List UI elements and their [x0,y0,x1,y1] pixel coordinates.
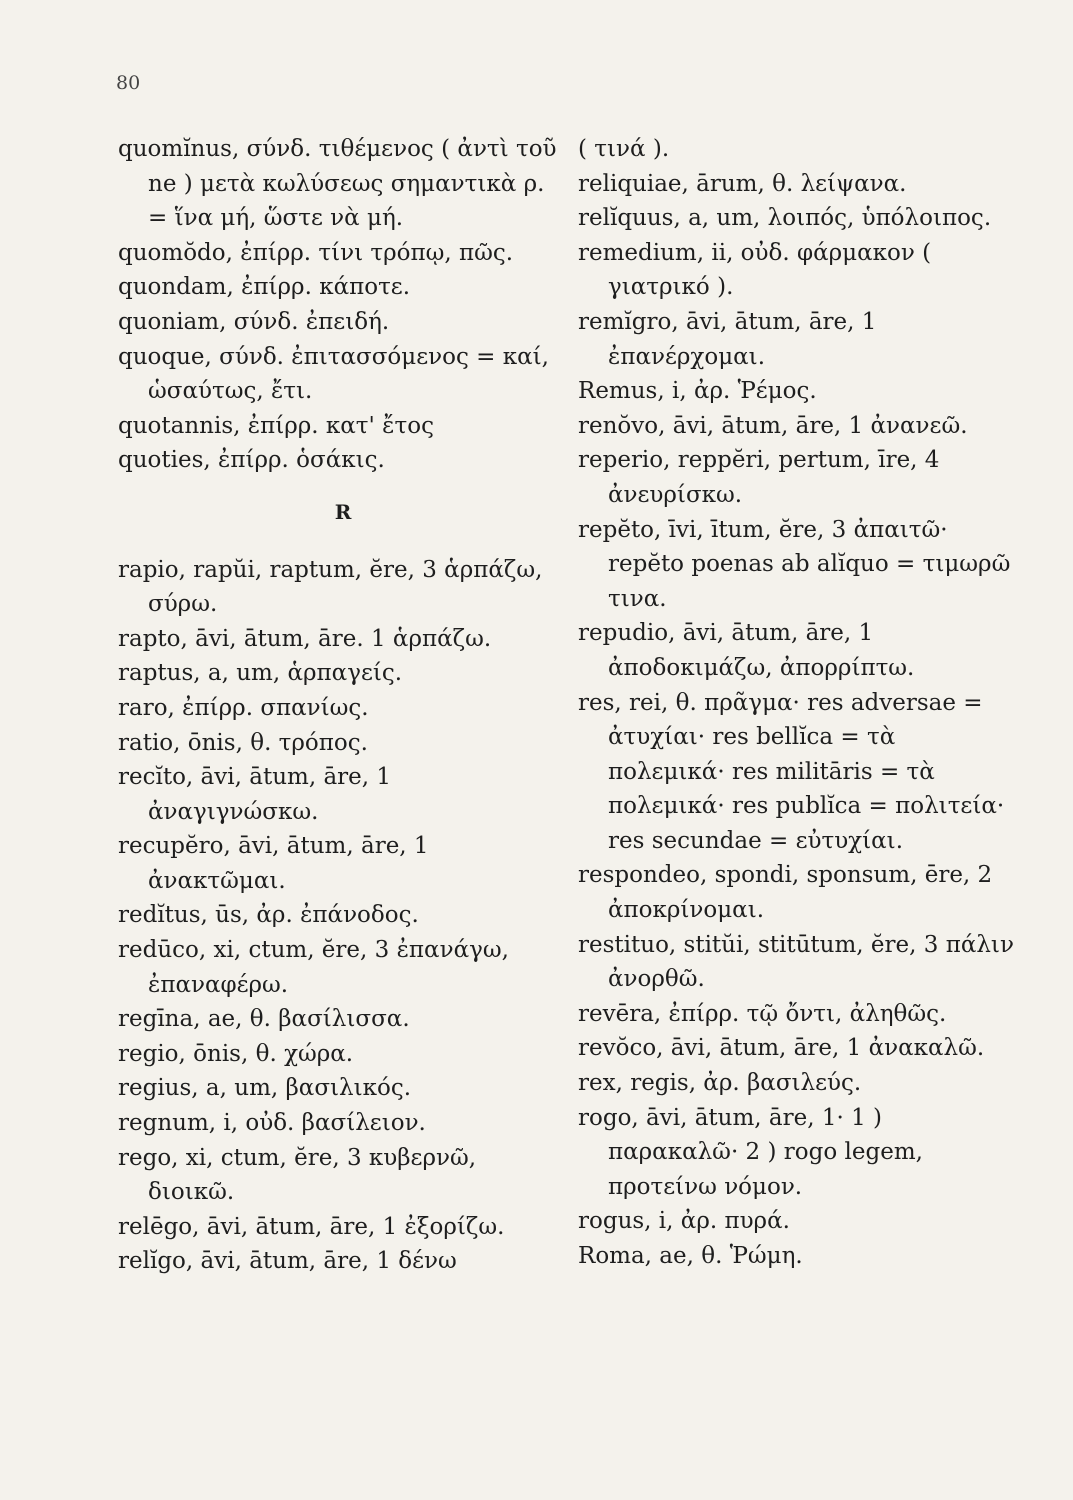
section-heading-letter: R [334,499,352,524]
dictionary-entry: respondeo, spondi, sponsum, ēre, 2 ἀποκρίνομαι. [578,862,993,924]
dictionary-entry: regīna, ae, θ. βασίλισσα. [118,1006,410,1033]
dictionary-entry: rapio, rapŭi, raptum, ĕre, 3 ἁρπάζω, σύρω. [118,556,543,618]
dictionary-entry: rego, xi, ctum, ĕre, 3 κυβερνῶ, διοικῶ. [118,1144,477,1206]
dictionary-entry: regio, ōnis, θ. χώρα. [118,1040,354,1067]
dictionary-entry: res, rei, θ. πρᾶγμα· res adversae = ἀτυχίαι· res bellĭca = τὰ πολεμικά· res militāris = τὰ πολεμικά· res publĭca = πολιτεία· res secundae = εὐτυχίαι. [578,689,1005,854]
left-column [118,132,568,1279]
dictionary-entry: repudio, āvi, ātum, āre, 1 ἀποδοκιμάζω, ἀπορρίπτω. [578,620,915,681]
dictionary-entry: repĕto, īvi, ītum, ĕre, 3 ἀπαιτῶ· repĕto poenas ab alĭquo = τιμωρῶ τινα. [578,516,1011,612]
dictionary-entry: quoties, ἐπίρρ. ὁσάκις. [118,447,385,474]
dictionary-entry: revēra, ἐπίρρ. τῷ ὄντι, ἀληθῶς. [578,1000,947,1027]
dictionary-entry: quondam, ἐπίρρ. κάποτε. [118,274,411,301]
dictionary-entry: redūco, xi, ctum, ĕre, 3 ἐπανάγω, ἐπαναφέρω. [118,937,509,998]
dictionary-entry: regnum, i, οὐδ. βασίλειον. [118,1110,426,1137]
dictionary-entry: regius, a, um, βασιλικός. [118,1075,412,1102]
dictionary-entry: quoque, σύνδ. ἐπιτασσόμενος = καί, ὡσαύτως, ἔτι. [118,343,549,405]
dictionary-entry: Roma, ae, θ. Ῥώμη. [578,1243,803,1269]
dictionary-entry: quoniam, σύνδ. ἐπειδή. [118,308,390,335]
dictionary-entry: ratio, ōnis, θ. τρόπος. [118,729,368,756]
dictionary-entry: reliquiae, ārum, θ. λείψανα. [578,170,907,197]
dictionary-entry: remedium, ii, οὐδ. φάρμακον ( γιατρικό ). [578,239,932,301]
dictionary-entry: revŏco, āvi, ātum, āre, 1 ἀνακαλῶ. [578,1035,985,1062]
dictionary-entry: restituo, stitŭi, stitūtum, ĕre, 3 πάλιν ἀνορθῶ. [578,931,1014,993]
dictionary-entry: redĭtus, ūs, ἀρ. ἐπάνοδος. [118,902,419,929]
dictionary-entry: rogus, i, ἀρ. πυρά. [578,1208,790,1235]
dictionary-entry: renŏvo, āvi, ātum, āre, 1 ἀνανεῶ. [578,412,968,439]
dictionary-entry: relĭquus, a, um, λοιπός, ὑπόλοιπος. [578,205,992,232]
dictionary-entry: quomŏdo, ἐπίρρ. τίνι τρόπῳ, πῶς. [118,239,514,266]
dictionary-entry-continuation: ( τινά ). [578,136,670,162]
dictionary-entry: rogo, āvi, ātum, āre, 1· 1 ) παρακαλῶ· 2 ) rogo legem, προτείνω νόμον. [578,1104,923,1200]
page-number: 80 [116,72,141,94]
dictionary-entry: raptus, a, um, ἁρπαγείς. [118,660,403,687]
right-column [578,132,1018,1274]
dictionary-entry: Remus, i, ἀρ. Ῥέμος. [578,378,817,405]
dictionary-entry: relēgo, āvi, ātum, āre, 1 ἐξορίζω. [118,1213,505,1240]
dictionary-entry: quomĭnus, σύνδ. τιθέμενος ( ἀντὶ τοῦ ne ) μετὰ κωλύσεως σημαντικὰ ρ. = ἵνα μή, ὥστε νὰ μή. [118,136,557,232]
dictionary-entry: rapto, āvi, ātum, āre. 1 ἁρπάζω. [118,625,492,652]
dictionary-entry: quotannis, ἐπίρρ. κατ' ἔτος [118,412,434,439]
dictionary-entry: recĭto, āvi, ātum, āre, 1 ἀναγιγνώσκω. [118,764,392,825]
dictionary-entry: reperio, reppĕri, pertum, īre, 4 ἀνευρίσκω. [578,447,940,508]
dictionary-entry: rex, regis, ἀρ. βασιλεύς. [578,1070,862,1097]
dictionary-entry: remĭgro, āvi, ātum, āre, 1 ἐπανέρχομαι. [578,308,877,370]
dictionary-entry: recupĕro, āvi, ātum, āre, 1 ἀνακτῶμαι. [118,833,429,894]
dictionary-entry: raro, ἐπίρρ. σπανίως. [118,694,369,721]
dictionary-entry: relĭgo, āvi, ātum, āre, 1 δένω [118,1248,457,1275]
